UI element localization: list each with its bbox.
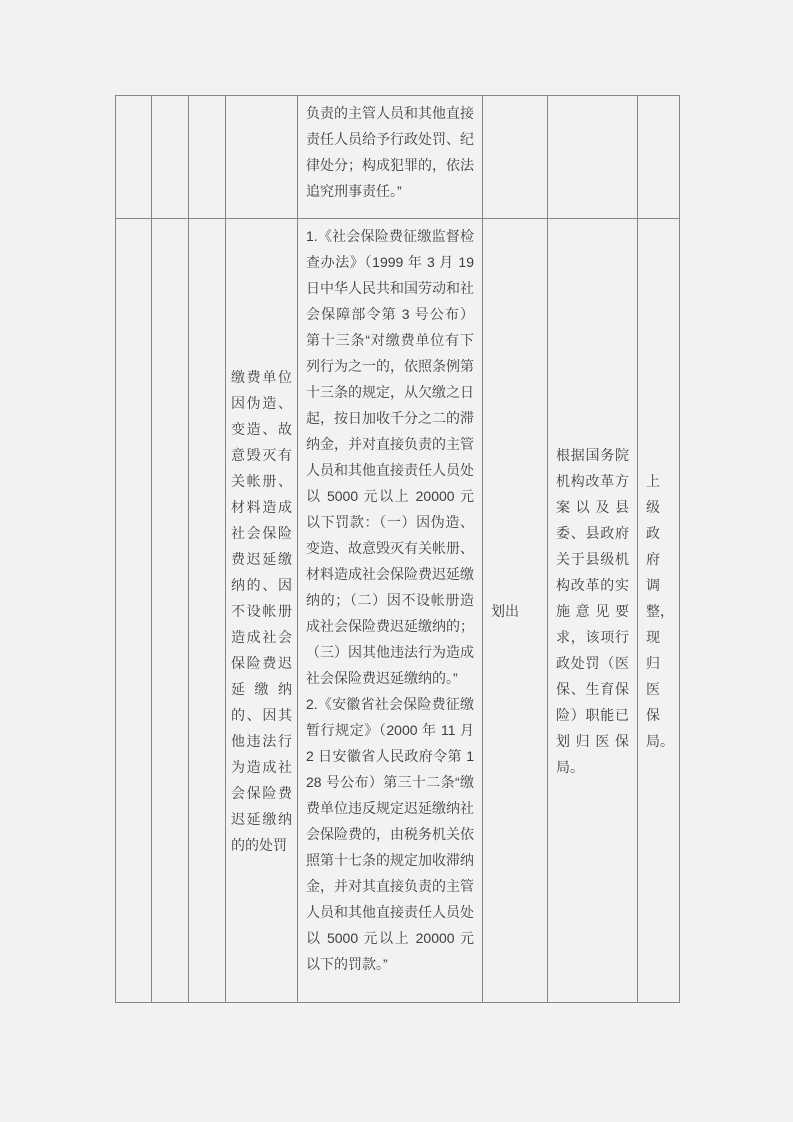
- cell-reason-empty: [548, 96, 638, 219]
- regulation-table: [115, 95, 680, 1003]
- cell-empty-1: [116, 96, 152, 219]
- cell-empty-3: [189, 96, 226, 219]
- cell-item-label: 缴费单位因伪造、变造、故意毁灭有关帐册、材料造成社会保险费迟延缴纳的、因不设帐册造成社会保险费迟延缴纳的、因其他违法行为造成社会保险费迟延缴纳的的处罚: [226, 219, 298, 1003]
- cell-reason: 根据国务院机构改革方案以及县委、县政府关于县级机构改革的实施意见要求，该项行政处罚（医保、生育保险）职能已划归医保局。: [548, 219, 638, 1003]
- legal-basis-continuation-text: 负责的主管人员和其他直接责任人员给予行政处罚、纪律处分；构成犯罪的，依法追究刑事责任。”: [306, 105, 474, 199]
- legal-basis-paragraph-2: 2.《安徽省社会保险费征缴暂行规定》（2000 年 11 月 2 日安徽省人民政府令第 128 号公布）第三十二条“缴费单位违反规定迟延缴纳社会保险费的，由税务机关依照第十七条的规定加收滞纳金，并对其直接负责的主管人员和其他直接责任人员处以 5000 元以上 20000 元以下的罚款。”: [306, 696, 474, 972]
- cell-note-empty: [638, 96, 680, 219]
- cell-empty-5: [152, 219, 189, 1003]
- cell-legal-basis: [298, 219, 483, 1003]
- cell-empty-4: [116, 219, 152, 1003]
- cell-empty-2: [152, 96, 189, 219]
- cell-action-empty: [483, 96, 548, 219]
- table-row-main: [116, 219, 680, 1003]
- cell-legal-basis-continuation: [298, 96, 483, 219]
- legal-basis-paragraph-1: 1.《社会保险费征缴监督检查办法》（1999 年 3 月 19 日中华人民共和国劳动和社会保障部令第 3 号公布）第十三条“对缴费单位有下列行为之一的，依照条例第十三条的规定，从欠缴之日起，按日加收千分之二的滞纳金，并对直接负责的主管人员和其他直接责任人员处以 5000 元以上 20000 元以下罚款：（一）因伪造、变造、故意毁灭有关帐册、材料造成社会保险费迟延缴纳的；（二）因不设帐册造成社会保险费迟延缴纳的；（三）因其他违法行为造成社会保险费迟延缴纳的。”: [306, 228, 474, 686]
- cell-item-label-empty: [226, 96, 298, 219]
- cell-note: 上级政府调整，现归医保局。: [638, 219, 680, 1003]
- table-row-continuation: [116, 96, 680, 219]
- cell-action: 划出: [483, 219, 548, 1003]
- cell-empty-6: [189, 219, 226, 1003]
